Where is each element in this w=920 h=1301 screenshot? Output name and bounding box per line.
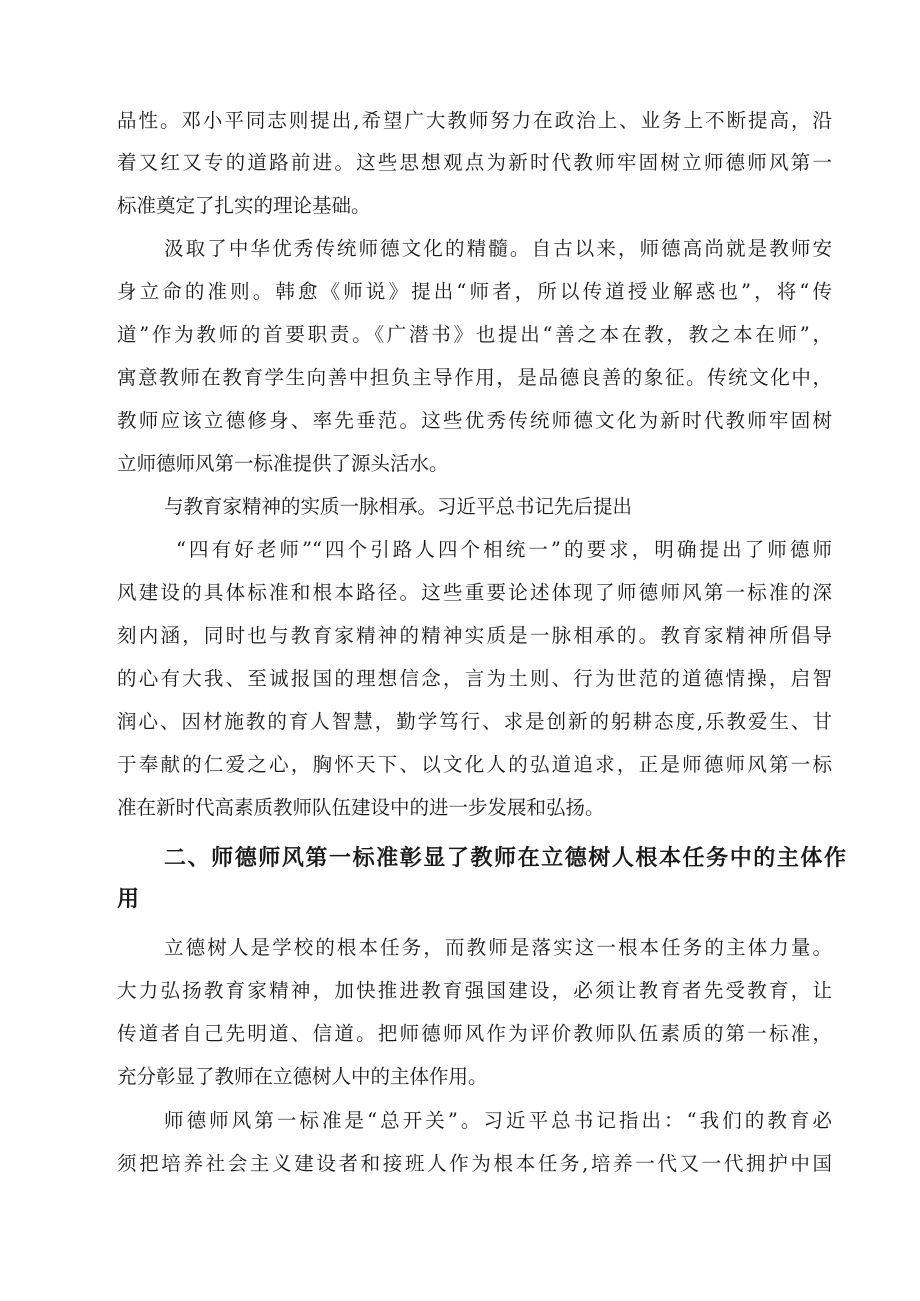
- p3-line-1: 与教育家精神的实质一脉相承。习近平总书记先后提出: [164, 495, 633, 518]
- p6-line-2: 须把培养社会主义建设者和接班人作为根本任务,培养一代又一代拥护中国: [117, 1152, 832, 1175]
- p2-line-6: 立师德师风第一标准提供了源头活水。: [117, 452, 449, 475]
- p4-line-2: 风建设的具体标准和根本路径。这些重要论述体现了师德师风第一标准的深: [117, 581, 832, 604]
- p4-line-7: 准在新时代高素质教师队伍建设中的进一步发展和弘扬。: [117, 796, 605, 819]
- p4-line-5: 润心、因材施教的育人智慧，勤学笃行、求是创新的躬耕态度,乐教爱生、甘: [117, 710, 832, 733]
- p4-line-4: 的心有大我、至诚报国的理想信念，言为土则、行为世范的道德情操，启智: [117, 667, 832, 690]
- p4-line-1: “四有好老师”“四个引路人四个相统一”的要求，明确提出了师德师: [176, 538, 832, 561]
- p1-line-2: 着又红又专的道路前进。这些思想观点为新时代教师牢固树立师德师风第一: [117, 151, 832, 174]
- p2-line-2: 身立命的准则。韩愈《师说》提出“师者，所以传道授业解惑也”，将“传: [117, 280, 832, 303]
- p6-line-1: 师德师风第一标准是“总开关”。习近平总书记指出：“我们的教育必: [164, 1109, 832, 1132]
- p1-line-3: 标准奠定了扎实的理论基础。: [117, 194, 371, 217]
- p2-line-4: 寓意教师在教育学生向善中担负主导作用，是品德良善的象征。传统文化中，: [117, 366, 832, 389]
- p1-line-1: 品性。邓小平同志则提出,希望广大教师努力在政治上、业务上不断提高，沿: [117, 109, 832, 132]
- p5-line-1: 立德树人是学校的根本任务，而教师是落实这一根本任务的主体力量。: [164, 936, 832, 959]
- p4-line-3: 刻内涵，同时也与教育家精神的精神实质是一脉相承的。教育家精神所倡导: [117, 624, 832, 647]
- p5-line-2: 大力弘扬教育家精神，加快推进教育强国建设，必须让教育者先受教育，让: [117, 979, 832, 1002]
- section-heading-line-1: 二、师德师风第一标准彰显了教师在立德树人根本任务中的主体作: [164, 846, 846, 871]
- p4-line-6: 于奉献的仁爱之心，胸怀天下、以文化人的弘道追求，正是师德师风第一标: [117, 753, 832, 776]
- p2-line-1: 汲取了中华优秀传统师德文化的精髓。自古以来，师德高尚就是教师安: [164, 237, 832, 260]
- p5-line-4: 充分彰显了教师在立德树人中的主体作用。: [117, 1065, 488, 1088]
- section-heading-line-2: 用: [117, 887, 140, 912]
- p2-line-5: 教师应该立德修身、率先垂范。这些优秀传统师德文化为新时代教师牢固树: [117, 409, 832, 432]
- p2-line-3: 道”作为教师的首要职责。《广潜书》也提出“善之本在教，教之本在师”，: [117, 323, 832, 346]
- p5-line-3: 传道者自己先明道、信道。把师德师风作为评价教师队伍素质的第一标准，: [117, 1022, 832, 1045]
